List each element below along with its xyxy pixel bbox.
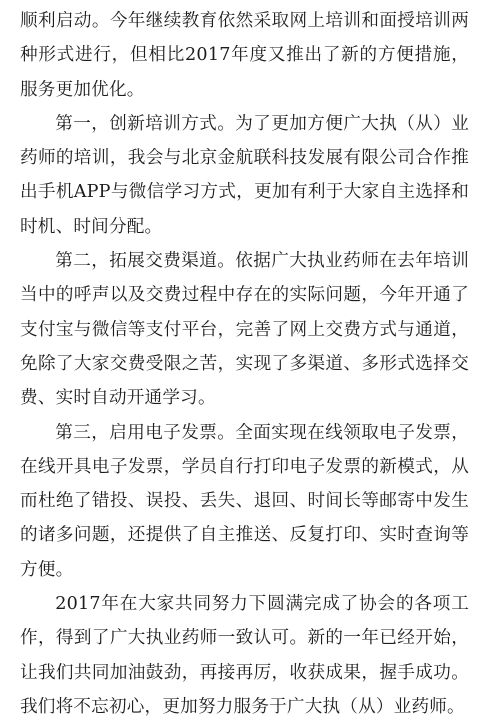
document-body bbox=[20, 4, 469, 724]
paragraph-first-measure: 第一，创新培训方式。为了更加方便广大执（从）业药师的培训，我会与北京金航联科技发展有限公司合作推出手机APP与微信学习方式，更加有利于大家自主选择和时机、时间分配。 bbox=[20, 113, 469, 237]
paragraph-closing: 2017年在大家共同努力下圆满完成了协会的各项工作，得到了广大执业药师一致认可。新的一年已经开始，让我们共同加油鼓劲，再接再厉，收获成果，握手成功。我们将不忘初心，更加努力服务于广大执（从）业药师。 bbox=[20, 594, 469, 717]
paragraph-opening: 顺利启动。今年继续教育依然采取网上培训和面授培训两种形式进行，但相比2017年度又推出了新的方便措施，服务更加优化。 bbox=[20, 11, 469, 100]
paragraph-third-measure: 第三，启用电子发票。全面实现在线领取电子发票，在线开具电子发票，学员自行打印电子发票的新模式，从而杜绝了错投、误投、丢失、退回、时间长等邮寄中发生的诸多问题，还提供了自主推送、反复打印、实时查询等方便。 bbox=[20, 422, 469, 580]
paragraph-second-measure: 第二，拓展交费渠道。依据广大执业药师在去年培训当中的呼声以及交费过程中存在的实际问题，今年开通了支付宝与微信等支付平台，完善了网上交费方式与通道，免除了大家交费受限之苦，实现了多渠道、多形式选择交费、实时自动开通学习。 bbox=[20, 251, 469, 409]
